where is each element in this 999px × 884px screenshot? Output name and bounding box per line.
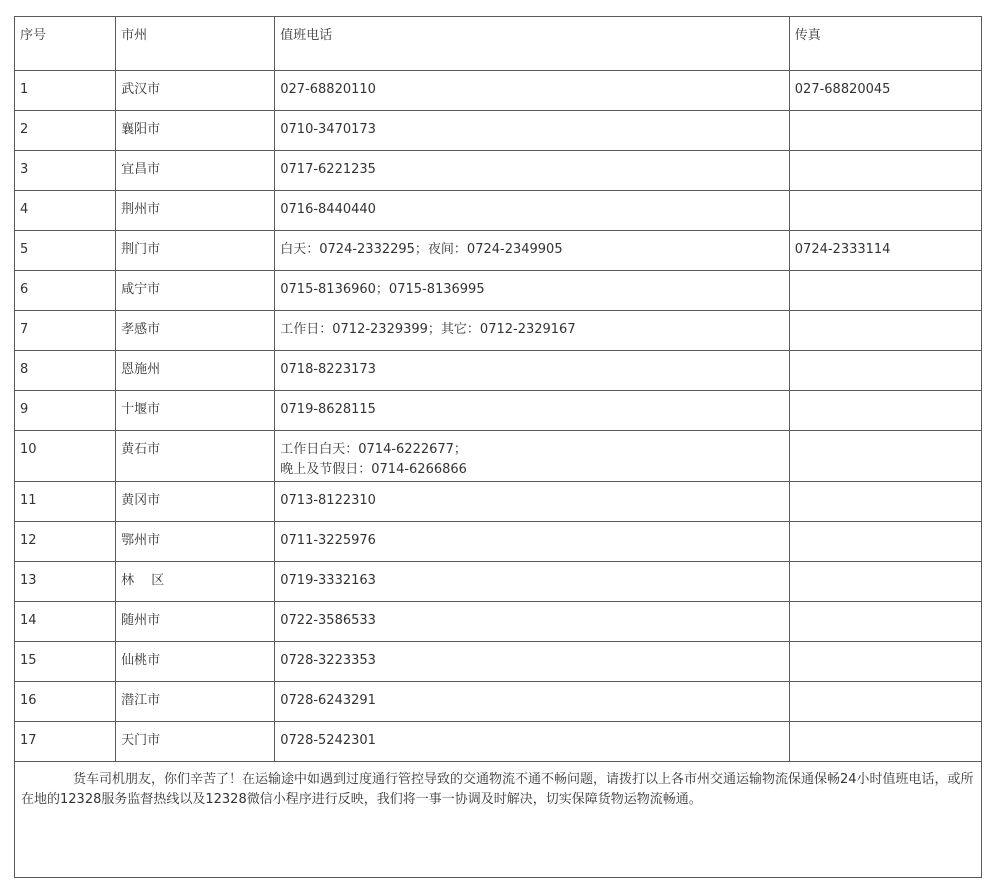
phone-line: 0719-8628115 bbox=[280, 402, 376, 417]
fax-cell bbox=[789, 642, 981, 682]
table-row bbox=[15, 71, 982, 111]
city-cell: 黄冈市 bbox=[116, 482, 275, 522]
fax-cell bbox=[789, 682, 981, 722]
city-cell: 黄石市 bbox=[116, 431, 275, 482]
phone-cell bbox=[275, 231, 790, 271]
fax-cell bbox=[789, 482, 981, 522]
fax-cell bbox=[789, 111, 981, 151]
notice-text: 货车司机朋友，你们辛苦了！在运输途中如遇到过度通行管控导致的交通物流不通不畅问题，请拨打以上各市州交通运输物流保通保畅24小时值班电话，或所在地的12328服务监督热线以及12328微信小程序进行反映，我们将一事一协调及时解决，切实保障货物运物流畅通。 bbox=[21, 772, 974, 807]
phone-line: 0710-3470173 bbox=[280, 122, 376, 137]
fax-cell bbox=[789, 311, 981, 351]
phone-cell bbox=[275, 71, 790, 111]
city-cell: 咸宁市 bbox=[116, 271, 275, 311]
city-cell: 天门市 bbox=[116, 722, 275, 762]
fax-cell: 027-68820045 bbox=[789, 71, 981, 111]
row-number-cell: 14 bbox=[15, 602, 116, 642]
phone-line: 0713-8122310 bbox=[280, 493, 376, 508]
phone-cell bbox=[275, 682, 790, 722]
phone-cell bbox=[275, 271, 790, 311]
fax-cell bbox=[789, 562, 981, 602]
phone-line: 白天：0724-2332295；夜间：0724-2349905 bbox=[280, 242, 563, 257]
table-row bbox=[15, 682, 982, 722]
table-row bbox=[15, 722, 982, 762]
table-row bbox=[15, 522, 982, 562]
table-row bbox=[15, 562, 982, 602]
fax-cell bbox=[789, 722, 981, 762]
row-number-cell: 16 bbox=[15, 682, 116, 722]
notice-cell bbox=[15, 762, 982, 878]
phone-line: 0728-3223353 bbox=[280, 653, 376, 668]
phone-cell bbox=[275, 431, 790, 482]
fax-cell bbox=[789, 431, 981, 482]
table-row bbox=[15, 482, 982, 522]
phone-cell bbox=[275, 391, 790, 431]
phone-cell bbox=[275, 191, 790, 231]
fax-cell bbox=[789, 151, 981, 191]
fax-cell: 0724-2333114 bbox=[789, 231, 981, 271]
fax-cell bbox=[789, 522, 981, 562]
table-header-row bbox=[15, 17, 982, 71]
city-cell: 武汉市 bbox=[116, 71, 275, 111]
phone-line: 晚上及节假日：0714-6266866 bbox=[280, 462, 467, 477]
row-number-cell: 1 bbox=[15, 71, 116, 111]
phone-cell bbox=[275, 311, 790, 351]
notice-row bbox=[15, 762, 982, 878]
phone-line: 0722-3586533 bbox=[280, 613, 376, 628]
header-cell-phone: 值班电话 bbox=[275, 17, 790, 71]
phone-line: 工作日白天：0714-6222677； bbox=[280, 442, 467, 457]
row-number-cell: 13 bbox=[15, 562, 116, 602]
phone-line: 0728-5242301 bbox=[280, 733, 376, 748]
city-cell: 十堰市 bbox=[116, 391, 275, 431]
row-number-cell: 2 bbox=[15, 111, 116, 151]
row-number-cell: 6 bbox=[15, 271, 116, 311]
phone-cell bbox=[275, 351, 790, 391]
phone-line: 0711-3225976 bbox=[280, 533, 376, 548]
row-number-cell: 15 bbox=[15, 642, 116, 682]
table-row bbox=[15, 602, 982, 642]
fax-cell bbox=[789, 351, 981, 391]
city-cell: 孝感市 bbox=[116, 311, 275, 351]
phone-line: 0719-3332163 bbox=[280, 573, 376, 588]
table-row bbox=[15, 231, 982, 271]
row-number-cell: 5 bbox=[15, 231, 116, 271]
fax-cell bbox=[789, 271, 981, 311]
row-number-cell: 17 bbox=[15, 722, 116, 762]
phone-line: 0718-8223173 bbox=[280, 362, 376, 377]
phone-line: 0728-6243291 bbox=[280, 693, 376, 708]
header-cell-no: 序号 bbox=[15, 17, 116, 71]
phone-cell bbox=[275, 151, 790, 191]
table-row bbox=[15, 111, 982, 151]
phone-cell bbox=[275, 722, 790, 762]
table-row bbox=[15, 271, 982, 311]
phone-line: 0717-6221235 bbox=[280, 162, 376, 177]
row-number-cell: 10 bbox=[15, 431, 116, 482]
row-number-cell: 11 bbox=[15, 482, 116, 522]
phone-line: 027-68820110 bbox=[280, 82, 376, 97]
city-cell: 荆州市 bbox=[116, 191, 275, 231]
fax-cell bbox=[789, 391, 981, 431]
row-number-cell: 4 bbox=[15, 191, 116, 231]
table-row bbox=[15, 191, 982, 231]
header-cell-city: 市州 bbox=[116, 17, 275, 71]
phone-cell bbox=[275, 602, 790, 642]
header-cell-fax: 传真 bbox=[789, 17, 981, 71]
phone-line: 0716-8440440 bbox=[280, 202, 376, 217]
phone-cell bbox=[275, 522, 790, 562]
city-cell: 襄阳市 bbox=[116, 111, 275, 151]
city-cell: 仙桃市 bbox=[116, 642, 275, 682]
table-row bbox=[15, 311, 982, 351]
city-cell: 潜江市 bbox=[116, 682, 275, 722]
hotline-table-body bbox=[15, 17, 982, 878]
fax-cell bbox=[789, 602, 981, 642]
phone-cell bbox=[275, 562, 790, 602]
phone-cell bbox=[275, 482, 790, 522]
phone-cell bbox=[275, 642, 790, 682]
phone-cell bbox=[275, 111, 790, 151]
city-cell: 随州市 bbox=[116, 602, 275, 642]
hotline-table bbox=[14, 16, 982, 878]
table-row bbox=[15, 642, 982, 682]
city-cell: 林 区 bbox=[116, 562, 275, 602]
city-cell: 宜昌市 bbox=[116, 151, 275, 191]
row-number-cell: 8 bbox=[15, 351, 116, 391]
phone-line: 工作日：0712-2329399；其它：0712-2329167 bbox=[280, 322, 576, 337]
city-cell: 鄂州市 bbox=[116, 522, 275, 562]
table-row bbox=[15, 431, 982, 482]
fax-cell bbox=[789, 191, 981, 231]
city-cell: 恩施州 bbox=[116, 351, 275, 391]
row-number-cell: 12 bbox=[15, 522, 116, 562]
row-number-cell: 7 bbox=[15, 311, 116, 351]
table-row bbox=[15, 351, 982, 391]
table-row bbox=[15, 391, 982, 431]
city-cell: 荆门市 bbox=[116, 231, 275, 271]
row-number-cell: 9 bbox=[15, 391, 116, 431]
row-number-cell: 3 bbox=[15, 151, 116, 191]
phone-line: 0715-8136960；0715-8136995 bbox=[280, 282, 485, 297]
table-row bbox=[15, 151, 982, 191]
